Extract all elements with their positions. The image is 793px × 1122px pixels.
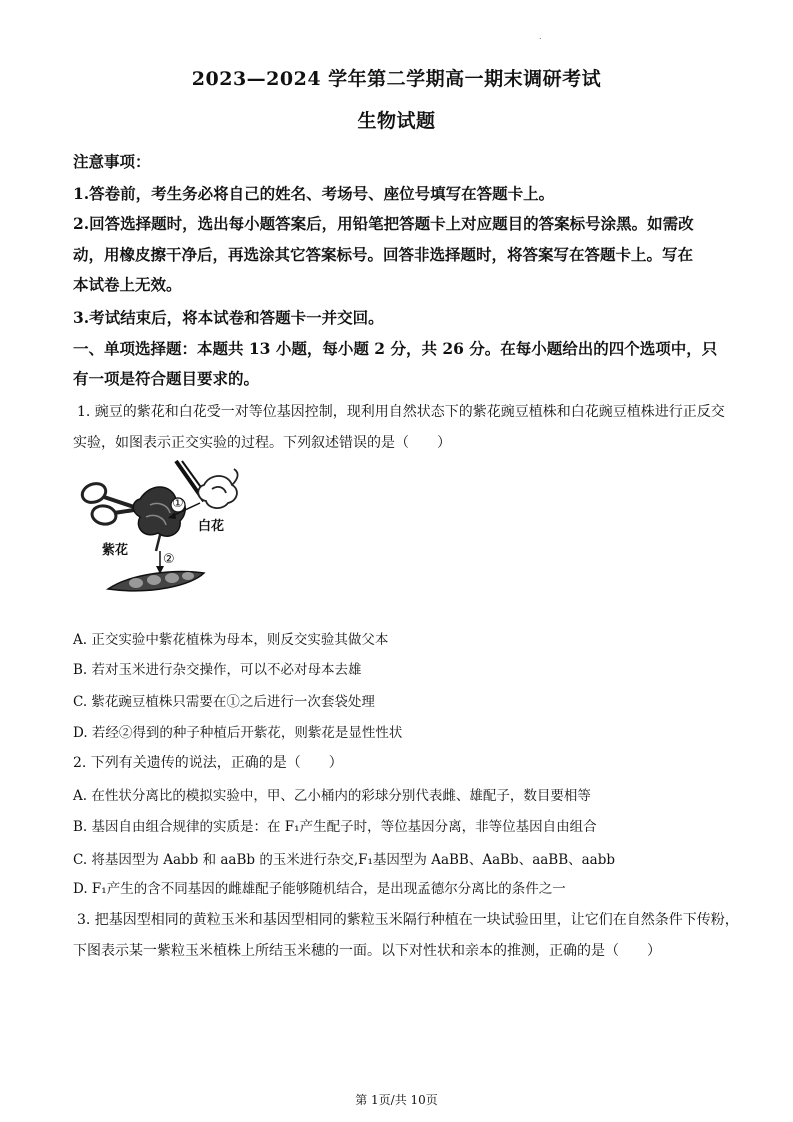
q1-stem: 1. 豌豆的紫花和白花受一对等位基因控制，现利用自然状态下的紫花豌豆植株和白花豌豆植株进行正反交 [77, 404, 725, 420]
notice-line: 3.考试结束后，将本试卷和答题卡一并交回。 [73, 308, 384, 327]
notice-line: 动，用橡皮擦干净后，再选涂其它答案标号。回答非选择题时，将答案写在答题卡上。写在 [73, 245, 694, 264]
q2-option-b: B. 基因自由组合规律的实质是：在 F₁产生配子时，等位基因分离，非等位基因自由组合 [73, 819, 597, 835]
q3-stem: 下图表示某一紫粒玉米植株上所结玉米穗的一面。以下对性状和亲本的推测，正确的是（ ） [73, 943, 661, 959]
pea-pod-icon [108, 572, 204, 591]
section-heading: 有一项是符合题目要求的。 [73, 369, 260, 388]
notice-line: 1.答卷前，考生务必将自己的姓名、考场号、座位号填写在答题卡上。 [73, 184, 555, 203]
q1-option-c: C. 紫花豌豆植株只需要在①之后进行一次套袋处理 [73, 694, 375, 710]
exam-title: 2023—2024 学年第二学期高一期末调研考试 [191, 68, 602, 90]
subject-title: 生物试题 [357, 110, 436, 132]
q1-option-b: B. 若对玉米进行杂交操作，可以不必对母本去雄 [73, 662, 362, 678]
q2-option-c: C. 将基因型为 Aabb 和 aaBb 的玉米进行杂交,F₁基因型为 AaBB、AaBb、aaBB、aabb [73, 852, 616, 868]
q2-option-d: D. F₁产生的含不同基因的雌雄配子能够随机结合，是出现孟德尔分离比的条件之一 [73, 881, 566, 897]
notice-heading: 注意事项： [73, 152, 151, 171]
page-number: 第 1页/共 10页 [355, 1093, 438, 1107]
q1-figure [72, 455, 242, 605]
notice-line: 2.回答选择题时，选出每小题答案后，用铅笔把答题卡上对应题目的答案标号涂黑。如需改 [73, 214, 694, 233]
white-flower-label: 白花 [198, 519, 225, 534]
step-1-label: ① [172, 496, 184, 511]
step-2-label: ② [163, 552, 175, 567]
q2-stem: 2. 下列有关遗传的说法，正确的是（ ） [73, 755, 343, 771]
scan-dot: . [539, 32, 542, 41]
q1-option-a: A. 正交实验中紫花植株为母本，则反交实验其做父本 [73, 632, 389, 648]
q1-stem: 实验，如图表示正交实验的过程。下列叙述错误的是（ ） [73, 435, 451, 451]
notice-line: 本试卷上无效。 [73, 275, 182, 294]
white-flower-icon [198, 469, 237, 508]
section-heading: 一、单项选择题：本题共 13 小题，每小题 2 分，共 26 分。在每小题给出的四个选项中，只 [73, 339, 718, 358]
q2-option-a: A. 在性状分离比的模拟实验中，甲、乙小桶内的彩球分别代表雌、雄配子，数目要相等 [73, 788, 591, 804]
q1-option-d: D. 若经②得到的种子种植后开紫花，则紫花是显性性状 [73, 725, 403, 741]
q3-stem: 3. 把基因型相同的黄粒玉米和基因型相同的紫粒玉米隔行种植在一块试验田里，让它们在自然条件下传粉， [77, 912, 739, 928]
purple-flower-label: 紫花 [102, 543, 129, 558]
